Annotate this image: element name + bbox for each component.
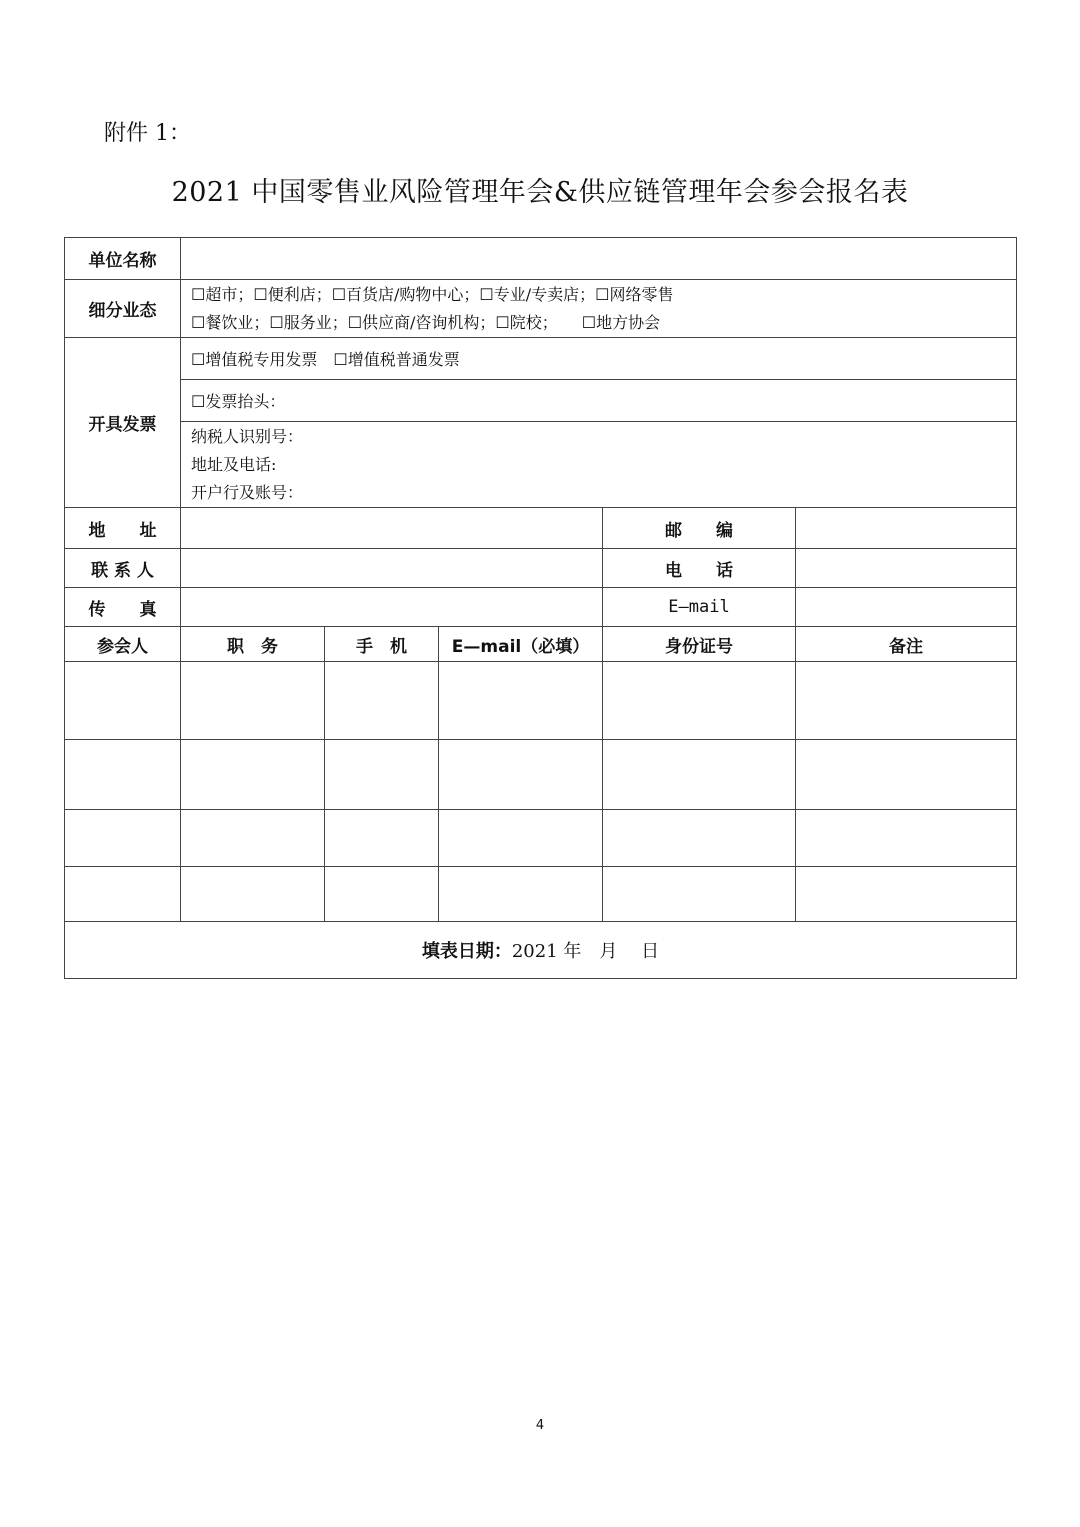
- attendee-mobile-cell[interactable]: [325, 740, 439, 810]
- attendee-id-cell[interactable]: [603, 810, 796, 867]
- form-title: 2021 中国零售业风险管理年会&供应链管理年会参会报名表: [171, 177, 909, 208]
- contact-label: 联 系 人: [65, 549, 181, 588]
- attendee-position-cell[interactable]: [181, 810, 325, 867]
- attendee-remarks-cell[interactable]: [796, 810, 1017, 867]
- attendee-id-cell[interactable]: [603, 662, 796, 740]
- attendee-name-cell[interactable]: [65, 740, 181, 810]
- fill-date-label: 填表日期：: [421, 941, 512, 962]
- attendee-email-cell[interactable]: [439, 740, 603, 810]
- segment-options-line2[interactable]: ☐餐饮业；☐服务业；☐供应商/咨询机构；☐院校； ☐地方协会: [191, 312, 661, 332]
- attendee-name-cell[interactable]: [65, 662, 181, 740]
- fax-label: 传 真: [65, 588, 181, 627]
- attendee-name-cell[interactable]: [65, 810, 181, 867]
- fill-date-value[interactable]: 2021 年 月 日: [511, 941, 660, 962]
- postcode-label: 邮 编: [603, 508, 796, 549]
- attendee-position-cell[interactable]: [181, 740, 325, 810]
- attendee-mobile-cell[interactable]: [325, 810, 439, 867]
- table-row: [65, 867, 1017, 922]
- phone-field[interactable]: [796, 549, 1017, 588]
- email-field[interactable]: [796, 588, 1017, 627]
- fax-field[interactable]: [181, 588, 603, 627]
- page-number: 4: [535, 1418, 545, 1433]
- attendee-id-cell[interactable]: [603, 867, 796, 922]
- attendee-remarks-cell[interactable]: [796, 662, 1017, 740]
- attendee-email-cell[interactable]: [439, 867, 603, 922]
- segment-options-line1[interactable]: ☐超市；☐便利店；☐百货店/购物中心；☐专业/专卖店；☐网络零售: [191, 284, 674, 304]
- unit-name-label: 单位名称: [65, 238, 181, 280]
- bank-account-field[interactable]: 开户行及账号：: [191, 482, 304, 502]
- attendee-mobile-cell[interactable]: [325, 662, 439, 740]
- segment-label: 细分业态: [65, 280, 181, 338]
- table-row: [65, 810, 1017, 867]
- contact-field[interactable]: [181, 549, 603, 588]
- attendee-header-mobile: 手 机: [325, 627, 439, 662]
- invoice-label: 开具发票: [65, 338, 181, 508]
- attendee-header-id-number: 身份证号: [603, 627, 796, 662]
- address-label: 地 址: [65, 508, 181, 549]
- fill-date-cell[interactable]: [65, 922, 1017, 979]
- attendee-position-cell[interactable]: [181, 662, 325, 740]
- registration-form: [64, 237, 1017, 979]
- attendee-header-email: E—mail（必填）: [439, 627, 603, 662]
- attendee-header-name: 参会人: [65, 627, 181, 662]
- unit-name-field[interactable]: [181, 238, 1017, 280]
- address-phone-field[interactable]: 地址及电话:: [191, 454, 277, 474]
- attendee-remarks-cell[interactable]: [796, 867, 1017, 922]
- taxpayer-id-field[interactable]: 纳税人识别号：: [191, 426, 304, 446]
- postcode-field[interactable]: [796, 508, 1017, 549]
- attachment-label: 附件 1：: [104, 121, 191, 146]
- attendee-email-cell[interactable]: [439, 662, 603, 740]
- attendee-header-position: 职 务: [181, 627, 325, 662]
- attendee-mobile-cell[interactable]: [325, 867, 439, 922]
- invoice-type-options[interactable]: ☐增值税专用发票 ☐增值税普通发票: [181, 338, 1017, 380]
- segment-options[interactable]: [181, 280, 1017, 338]
- attendee-name-cell[interactable]: [65, 867, 181, 922]
- table-row: [65, 662, 1017, 740]
- attendee-email-cell[interactable]: [439, 810, 603, 867]
- invoice-header-field[interactable]: ☐发票抬头：: [181, 380, 1017, 422]
- attendee-remarks-cell[interactable]: [796, 740, 1017, 810]
- attendee-position-cell[interactable]: [181, 867, 325, 922]
- attendee-id-cell[interactable]: [603, 740, 796, 810]
- email-label: E—mail: [603, 588, 796, 627]
- phone-label: 电 话: [603, 549, 796, 588]
- address-field[interactable]: [181, 508, 603, 549]
- invoice-details[interactable]: [181, 422, 1017, 508]
- attendee-header-remarks: 备注: [796, 627, 1017, 662]
- table-row: [65, 740, 1017, 810]
